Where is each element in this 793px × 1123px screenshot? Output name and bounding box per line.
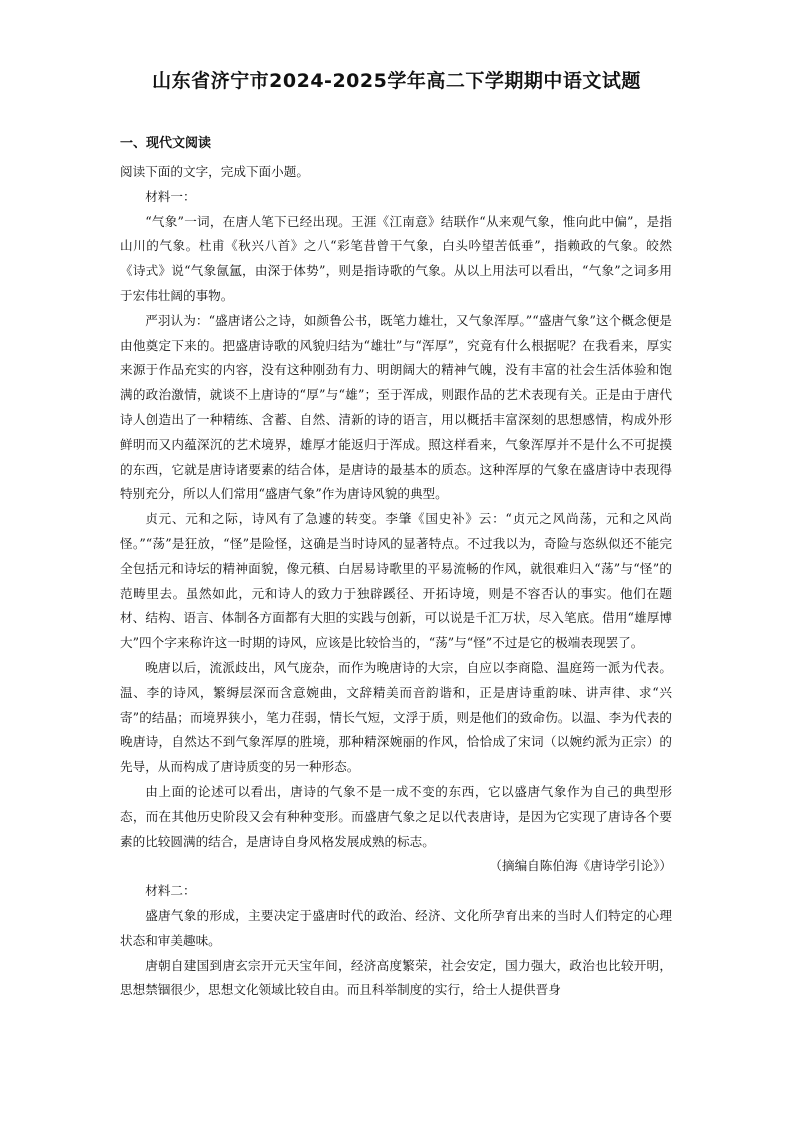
paragraph: 盛唐气象的形成，主要决定于盛唐时代的政治、经济、文化所孕育出来的当时人们特定的心理状态和审美趣味。 [120, 907, 672, 948]
source-citation: （摘编自陈伯海《唐诗学引论》） [489, 858, 672, 874]
document-body [120, 160, 672, 1003]
instruction-text: 阅读下面的文字，完成下面小题。 [120, 164, 309, 179]
paragraph: 贞元、元和之际，诗风有了急遽的转变。李肇《国史补》云：“贞元之风尚荡，元和之风尚怪。”“荡”是狂放，“怪”是险怪，这确是当时诗风的显著特点。不过我以为，奇险与恣纵似还不能完全包括元和诗坛的精神面貌，像元稹、白居易诗歌里的平易流畅的作风，就很难归入“荡”与“怪”的范畴里去。虽然如此，元和诗人的致力于独辟蹊径、开拓诗境，则是不容否认的事实。他们在题材、结构、语言、体制各方面都有大胆的实践与创新，可以说是千汇万状，尽入笔底。借用“雄厚博大”四个字来称许这一时期的诗风，应该是比较恰当的，“荡”与“怪”不过是它的极端表现罢了。 [120, 511, 672, 651]
material-1-label: 材料一： [145, 188, 196, 204]
paragraph: “气象”一词，在唐人笔下已经出现。王涯《江南意》结联作“从来观气象，惟向此中偏”，是指山川的气象。杜甫《秋兴八首》之八“彩笔昔曾干气象，白头吟望苦低垂”，指赖政的气象。皎然《诗式》说“气象氤氲，由深于体势”，则是指诗歌的气象。从以上用法可以看出，“气象”之词多用于宏伟壮阔的事物。 [120, 213, 672, 303]
paragraph: 晚唐以后，流派歧出，风气庞杂，而作为晚唐诗的大宗，自应以李商隐、温庭筠一派为代表。温、李的诗风，繁缛层深而含意婉曲，文辞精美而音韵谐和，正是唐诗重韵味、讲声律、求“兴寄”的结晶；而境界狭小，笔力荏弱，情长气短，文浮于质，则是他们的致命伤。以温、李为代表的晚唐诗，自然达不到气象浑厚的胜境，那种精深婉丽的作风，恰恰成了宋词（以婉约派为正宗）的先导，从而构成了唐诗质变的另一种形态。 [120, 659, 672, 775]
paragraph: 由上面的论述可以看出，唐诗的气象不是一成不变的东西，它以盛唐气象作为自己的典型形态，而在其他历史阶段又会有种种变形。而盛唐气象之足以代表唐诗，是因为它实现了唐诗各个要素的比较圆满的结合，是唐诗自身风格发展成熟的标志。 [120, 783, 672, 849]
paragraph: 唐朝自建国到唐玄宗开元天宝年间，经济高度繁荣，社会安定，国力强大，政治也比较开明，思想禁锢很少，思想文化领域比较自由。而且科举制度的实行，给士人提供晋身 [120, 957, 672, 998]
section-heading: 一、现代文阅读 [120, 136, 212, 151]
page-title: 山东省济宁市2024-2025学年高二下学期期中语文试题 [152, 70, 641, 92]
paragraph: 严羽认为：“盛唐诸公之诗，如颜鲁公书，既笔力雄壮，又气象浑厚。”“盛唐气象”这个概念便是由他奠定下来的。把盛唐诗歌的风貌归结为“雄壮”与“浑厚”，究竟有什么根据呢？在我看来，厚实来源于作品充实的内容，没有这种刚劲有力、明朗阔大的精神气魄，没有丰富的社会生活体验和饱满的政治激情，就谈不上唐诗的“厚”与“雄”；至于浑成，则跟作品的艺术表现有关。正是由于唐代诗人创造出了一种精练、含蓄、自然、清新的诗的语言，用以概括丰富深刻的思想感情，构成外形鲜明而又内蕴深沉的艺术境界，雄厚才能返归于浑成。照这样看来，气象浑厚并不是什么不可捉摸的东西，它就是唐诗诸要素的结合体，是唐诗的最基本的质态。这种浑厚的气象在盛唐诗中表现得特别充分，所以人们常用“盛唐气象”作为唐诗风貌的典型。 [120, 312, 672, 502]
material-2-label: 材料二： [145, 883, 196, 899]
